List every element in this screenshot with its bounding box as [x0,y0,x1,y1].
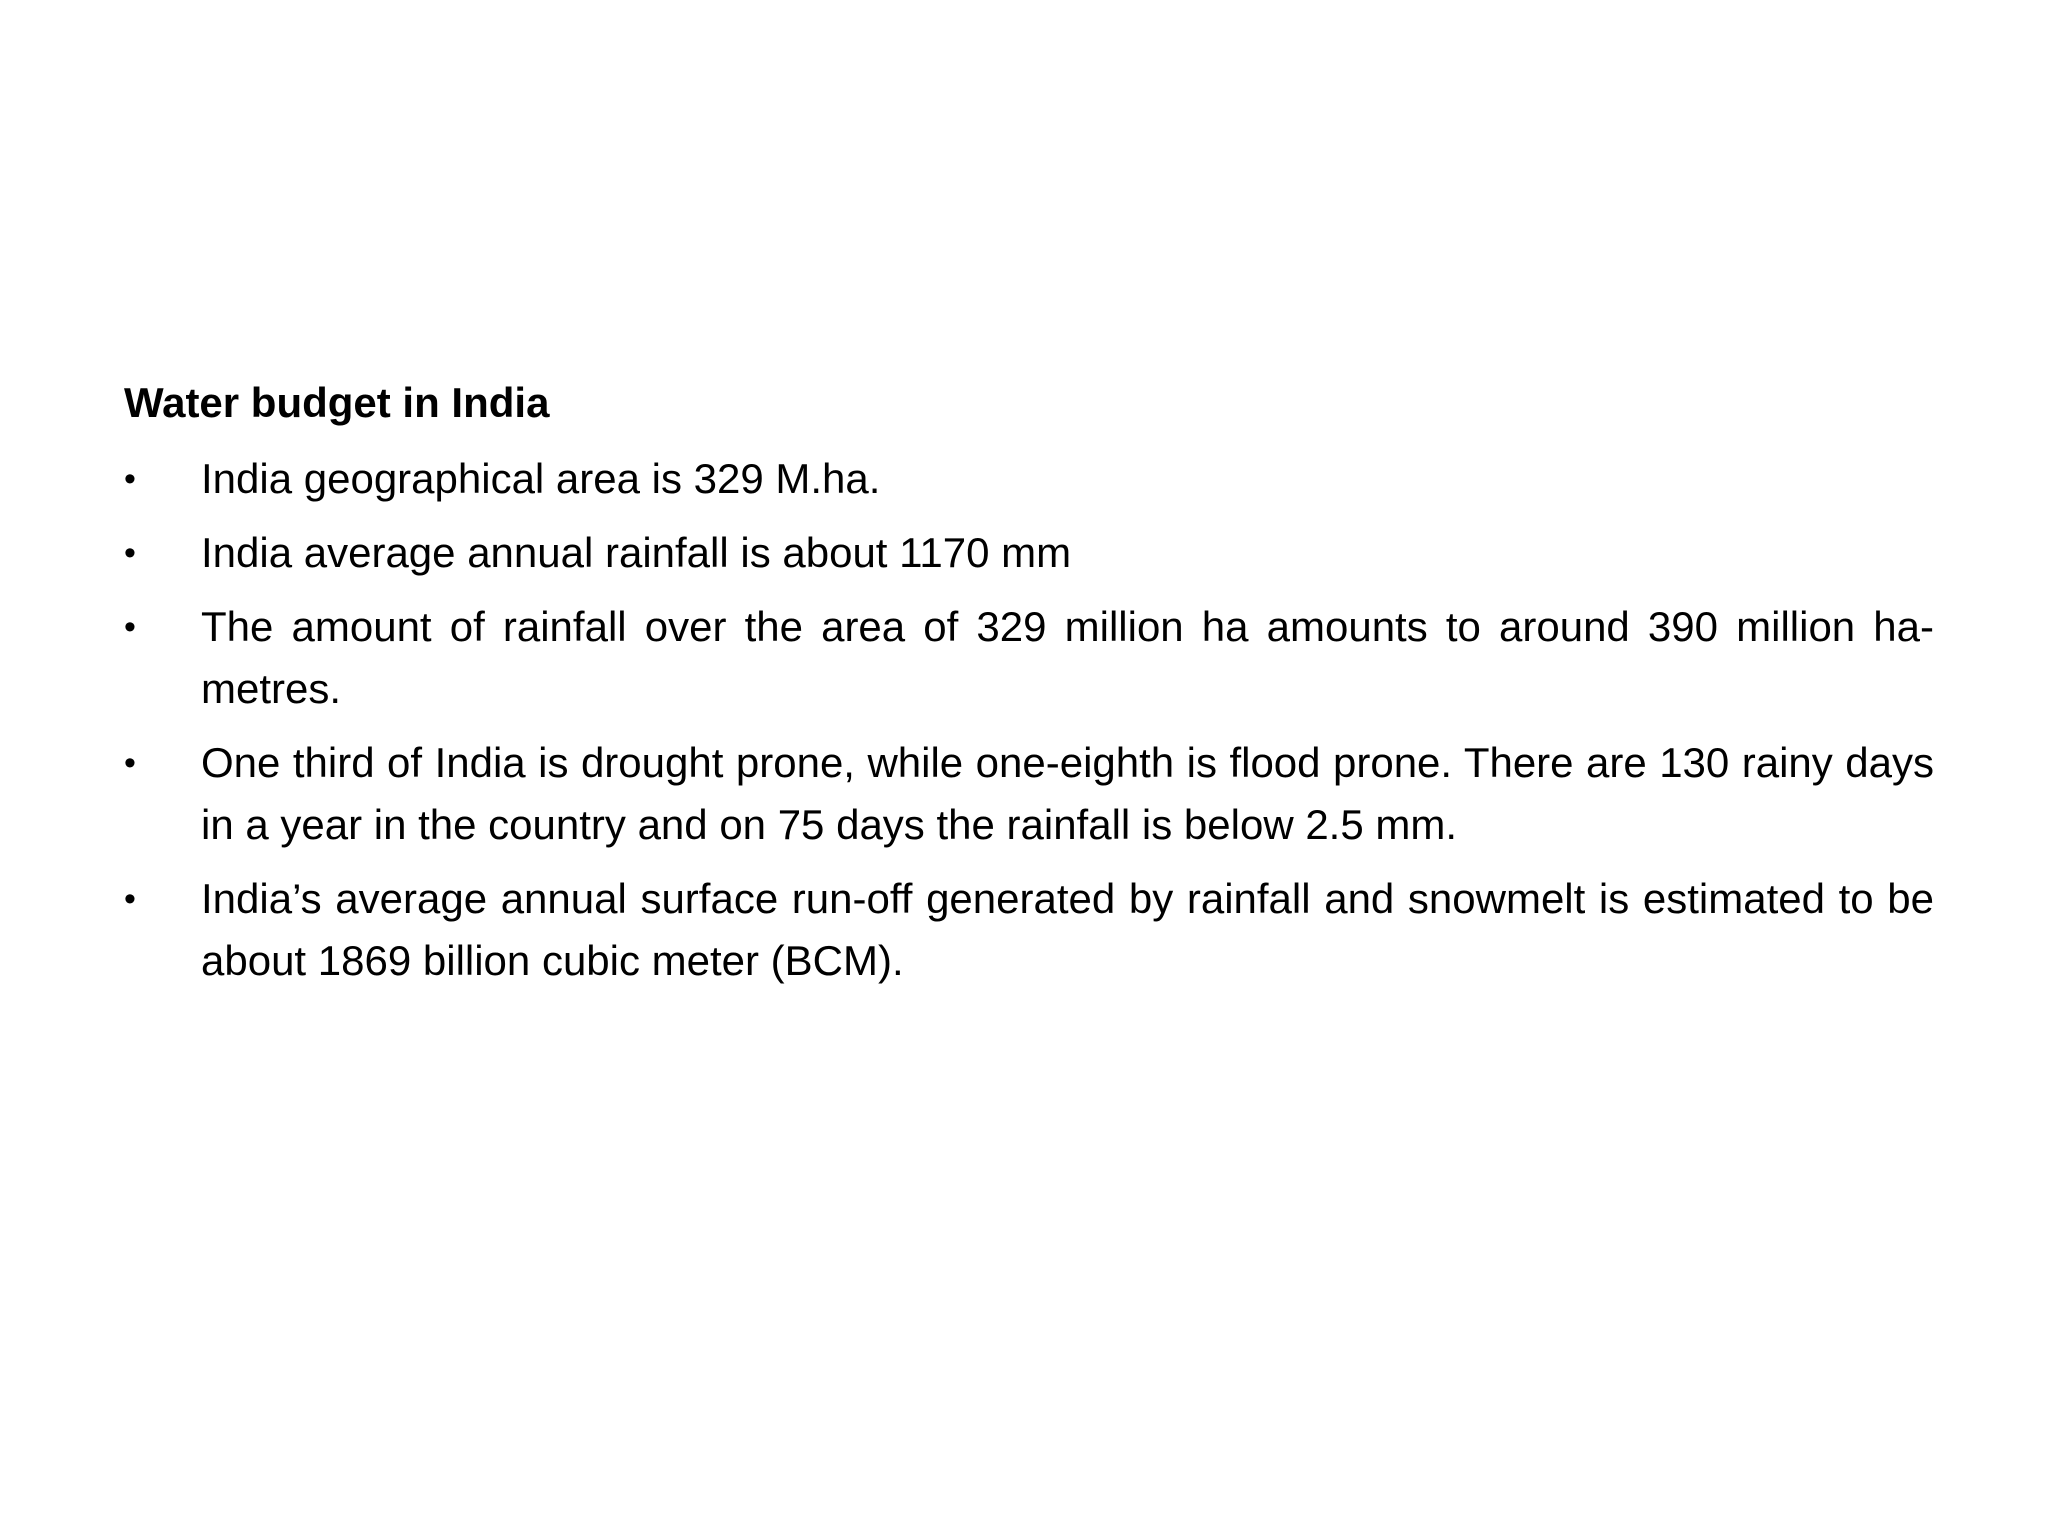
slide-content [124,372,1934,1004]
bullet-icon: • [124,534,136,572]
bullet-item-rainfall [124,522,1934,584]
bullet-item-rainfall-volume [124,596,1934,720]
bullet-item-area [124,448,1934,510]
bullet-text: India geographical area is 329 M.ha. [201,455,881,502]
slide-heading: Water budget in India [124,379,550,426]
bullet-item-drought-flood [124,732,1934,856]
bullet-text: India’s average annual surface run-off generated by rainfall and snowmelt is estimated to be about 1869 billion cubic meter (BCM). [201,875,1934,984]
bullet-list [124,448,1934,992]
bullet-icon: • [124,608,136,646]
bullet-text: One third of India is drought prone, while one-eighth is flood prone. There are 130 rainy days in a year in the country and on 75 days the rainfall is below 2.5 mm. [201,739,1934,848]
bullet-icon: • [124,880,136,918]
bullet-item-runoff [124,868,1934,992]
bullet-text: The amount of rainfall over the area of 329 million ha amounts to around 390 million ha-metres. [201,603,1934,712]
bullet-icon: • [124,744,136,782]
bullet-text: India average annual rainfall is about 1170 mm [201,529,1072,576]
bullet-icon: • [124,460,136,498]
